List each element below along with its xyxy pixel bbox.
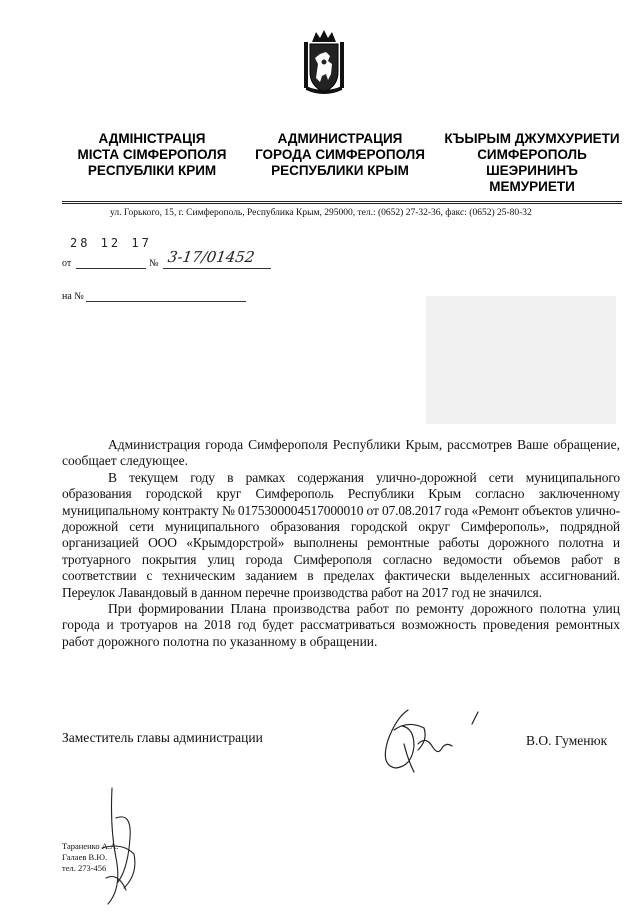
body-paragraph: Администрация города Симферополя Республики Крым, рассмотрев Ваше обращение, сообщает следующее. — [62, 437, 620, 469]
letter-body — [62, 437, 620, 650]
reply-underline — [86, 301, 246, 302]
date-prefix: от — [62, 258, 72, 269]
executor-line: тел. 273-456 — [62, 863, 107, 873]
body-paragraph: При формировании Плана производства работ по ремонту дорожного полотна улиц города и тротуаров на 2018 год будет рассматриваться возможность проведения ремонтных работ дорожного полотна по указанному в обращении. — [62, 601, 620, 649]
signatory-name: В.О. Гуменюк — [526, 733, 608, 748]
body-paragraph: В текущем году в рамках содержания улично-дорожной сети муниципального образования городской круг Симферополь Республики Крым согласно заключенному муниципальному контракту № 0175300004517000010 от 07.08.2017 года «Ремонт объектов улично-дорожной сети муниципального образования городской округ Симферополь», подрядной организацией ООО «Крымдорстрой» выполнены ремонтные работы дорожного полотна и тротуарного покрытия улиц города Симферополя согласно ведомости объемов работ в соответствии с техническим заданием в пределах фактически выделенных ассигнований. Переулок Лавандовый в данном перечне производства работ на 2017 год не значился. — [62, 469, 620, 600]
header-crimean-tatar-line: ШЕЭРИНИНЪ — [486, 163, 578, 178]
header-russian-line: ГОРОДА СИМФЕРОПОЛЯ — [255, 147, 425, 162]
coat-of-arms-emblem — [298, 28, 350, 96]
handwritten-date: 28 12 17 — [70, 236, 152, 250]
number-prefix: № — [149, 258, 159, 269]
header-ukrainian-line: РЕСПУБЛІКИ КРИМ — [87, 163, 217, 178]
redacted-addressee-block — [426, 296, 616, 424]
date-underline — [76, 268, 146, 269]
header-crimean-tatar-line: КЪЫРЫМ ДЖУМХУРИЕТИ — [444, 131, 620, 146]
header-divider-bottom — [62, 203, 622, 204]
header-crimean-tatar-line: МЕМУРИЕТИ — [489, 179, 575, 194]
executor-line: Тараненко А.А. — [62, 841, 119, 851]
header-divider-top — [62, 201, 622, 202]
header-ukrainian-line: АДМІНІСТРАЦІЯ — [98, 131, 206, 146]
handwritten-signature — [368, 700, 498, 780]
executor-line: Галаев В.Ю. — [62, 852, 108, 862]
executor-info — [62, 841, 118, 874]
header-ukrainian — [62, 131, 242, 179]
header-ukrainian-line: МІСТА СІМФЕРОПОЛЯ — [77, 147, 227, 162]
header-russian-line: РЕСПУБЛИКИ КРЫМ — [271, 163, 409, 178]
header-russian-line: АДМИНИСТРАЦИЯ — [277, 131, 403, 146]
number-underline — [163, 268, 271, 269]
header-crimean-tatar — [436, 131, 628, 195]
signatory-position: Заместитель главы администрации — [62, 730, 263, 745]
header-russian — [248, 131, 432, 179]
reply-prefix: на № — [62, 291, 84, 302]
address-line: ул. Горького, 15, г. Симферополь, Республика Крым, 295000, тел.: (0652) 27-32-36, факс: (0652) 25-80-32 — [110, 208, 532, 218]
handwritten-number: 3-17/01452 — [166, 248, 256, 266]
header-crimean-tatar-line: СИМФЕРОПОЛЬ — [477, 147, 587, 162]
